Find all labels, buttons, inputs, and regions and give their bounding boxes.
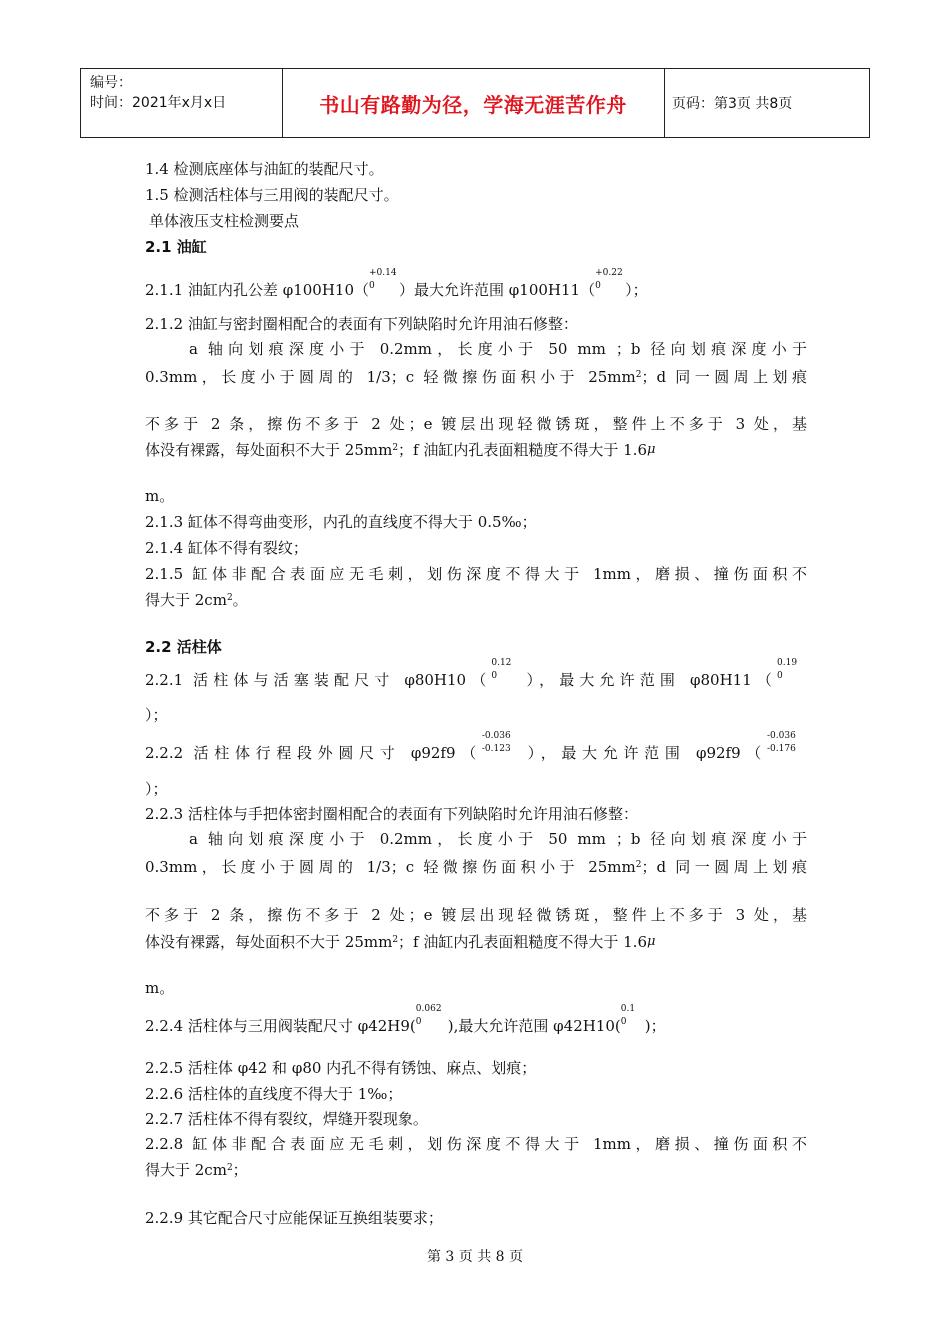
text-line: a 轴向划痕深度小于 0.2mm，长度小于 50 mm ；b 径向划痕深度小于 <box>189 340 807 358</box>
tol-lower: 0 <box>491 671 498 681</box>
text-span: 得大于 2cm <box>145 1161 227 1179</box>
text-line <box>145 589 248 611</box>
text-line: 2.1.2 油缸与密封圈相配合的表面有下列缺陷时允许用油石修整： <box>145 315 578 333</box>
header-meta <box>90 73 226 113</box>
text-span: ）； <box>625 281 648 299</box>
heading-2-2: 2.2 活柱体 <box>145 638 222 656</box>
text-line: 2.2.3 活柱体与手把体密封圈相配合的表面有下列缺陷时允许用油石修整： <box>145 805 638 823</box>
text-line: 不多于 2 条，擦伤不多于 2 处；e 镀层出现轻微锈斑，整件上不多于 3 处，基 <box>145 906 807 924</box>
text-line <box>145 931 655 953</box>
tol-lower: 0 <box>415 1017 422 1027</box>
text-line: 2.1.3 缸体不得弯曲变形，内孔的直线度不得大于 0.5‰； <box>145 513 537 531</box>
superscript: 2 <box>226 1163 233 1173</box>
text-span: 2.2.2 活柱体行程段外圆尺寸 φ92f9（ <box>145 744 482 762</box>
text-span: 体没有裸露，每处面积不大于 25mm <box>145 441 393 459</box>
text-span: ），最大允许范围 φ92f9（ <box>521 744 767 762</box>
text-line-2-2-1 <box>145 658 807 691</box>
page-footer: 第 3 页 共 8 页 <box>426 1249 524 1265</box>
header-number-label: 编号： <box>90 75 132 91</box>
superscript: 2 <box>635 370 642 380</box>
tolerance <box>481 731 522 758</box>
text-line: 2.1.4 缸体不得有裂纹； <box>145 539 308 557</box>
tol-upper: -0.036 <box>481 731 511 741</box>
tol-upper: +0.14 <box>369 268 397 278</box>
tol-upper: -0.036 <box>767 731 796 741</box>
text-span: ；f 油缸内孔表面粗糙度不得大于 1.6 <box>398 441 647 459</box>
text-span: ；d 同一圆周上划痕 <box>641 368 808 386</box>
text-span: ），最大允许范围 φ80H11（ <box>521 671 778 689</box>
tol-upper: 0.12 <box>491 658 512 668</box>
text-span: ；f 油缸内孔表面粗糙度不得大于 1.6 <box>398 933 647 951</box>
text-line: ）； <box>145 780 168 798</box>
text-line: 1.5 检测活柱体与三用阀的装配尺寸。 <box>145 186 399 204</box>
tolerance <box>369 268 399 295</box>
tol-lower: 0 <box>595 281 601 291</box>
text-line: ）； <box>145 706 168 724</box>
text-span: ),最大允许范围 φ42H10( <box>447 1017 621 1035</box>
text-line: m。 <box>145 979 175 997</box>
tol-lower: 0 <box>620 1017 627 1027</box>
tolerance <box>491 658 521 685</box>
text-line: a 轴向划痕深度小于 0.2mm，长度小于 50 mm ；b 径向划痕深度小于 <box>189 830 807 848</box>
text-span: 。 <box>232 591 248 609</box>
text-span: ；d 同一圆周上划痕 <box>641 858 808 876</box>
text-line: 2.2.8 缸体非配合表面应无毛刺，划伤深度不得大于 1mm，磨损、撞伤面积不 <box>145 1135 807 1153</box>
text-line <box>145 439 655 461</box>
text-line-2-1-1 <box>145 268 648 301</box>
header-page-info: 页码：第3页 共8页 <box>672 96 793 112</box>
superscript: 2 <box>635 860 642 870</box>
text-line: 2.2.6 活柱体的直线度不得大于 1‰； <box>145 1085 403 1103</box>
text-line: m。 <box>145 487 175 505</box>
text-span: 2.2.1 活柱体与活塞装配尺寸 φ80H10（ <box>145 671 492 689</box>
text-span: ）最大允许范围 φ100H11（ <box>399 281 596 299</box>
text-line: 2.2.9 其它配合尺寸应能保证互换组装要求； <box>145 1209 443 1227</box>
tol-upper: 0.062 <box>415 1004 442 1014</box>
tol-upper: 0.1 <box>620 1004 636 1014</box>
text-line: 2.2.5 活柱体 φ42 和 φ80 内孔不得有锈蚀、麻点、划痕； <box>145 1059 537 1077</box>
text-span: 得大于 2cm <box>145 591 227 609</box>
text-line-2-2-2 <box>145 731 807 764</box>
text-line-2-2-4 <box>145 1004 666 1037</box>
superscript: 2 <box>392 443 399 453</box>
page-header <box>80 68 870 138</box>
text-line: 2.1.5 缸体非配合表面应无毛刺，划伤深度不得大于 1mm，磨损、撞伤面积不 <box>145 565 807 583</box>
header-motto: 书山有路勤为径，学海无涯苦作舟 <box>319 92 627 117</box>
tol-lower: 0 <box>369 281 375 291</box>
text-line <box>145 1159 248 1181</box>
section-title: 单体液压支柱检测要点 <box>149 212 300 230</box>
text-line: 不多于 2 条，擦伤不多于 2 处；e 镀层出现轻微锈斑，整件上不多于 3 处，基 <box>145 415 807 433</box>
tolerance <box>767 731 807 758</box>
text-line: 1.4 检测底座体与油缸的装配尺寸。 <box>145 160 384 178</box>
text-span: 体没有裸露，每处面积不大于 25mm <box>145 933 393 951</box>
text-span: 2.2.4 活柱体与三用阀装配尺寸 φ42H9( <box>145 1017 416 1035</box>
text-span: 2.1.1 油缸内孔公差 φ100H10（ <box>145 281 370 299</box>
text-span: 0.3mm，长度小于圆周的 1/3；c 轻微擦伤面积小于 25mm <box>145 368 636 386</box>
header-date: 时间：2021年x月x日 <box>90 95 227 111</box>
superscript: 2 <box>392 935 399 945</box>
text-span: ； <box>232 1161 248 1179</box>
text-line <box>145 856 807 878</box>
tolerance <box>777 658 807 685</box>
text-span: )； <box>644 1017 666 1035</box>
tol-lower: -0.123 <box>481 744 511 754</box>
tol-lower: 0 <box>777 671 783 681</box>
text-line: 2.2.7 活柱体不得有裂纹，焊缝开裂现象。 <box>145 1110 428 1128</box>
tolerance <box>620 1004 645 1031</box>
tol-upper: 0.19 <box>777 658 798 668</box>
mu-symbol: μ <box>647 442 656 457</box>
superscript: 2 <box>226 593 233 603</box>
text-span: 0.3mm，长度小于圆周的 1/3；c 轻微擦伤面积小于 25mm <box>145 858 636 876</box>
tolerance <box>415 1004 448 1031</box>
tol-upper: +0.22 <box>595 268 623 278</box>
tol-lower: -0.176 <box>767 744 796 754</box>
mu-symbol: μ <box>647 934 656 949</box>
text-line <box>145 366 807 388</box>
tolerance <box>595 268 625 295</box>
heading-2-1: 2.1 油缸 <box>145 238 207 256</box>
